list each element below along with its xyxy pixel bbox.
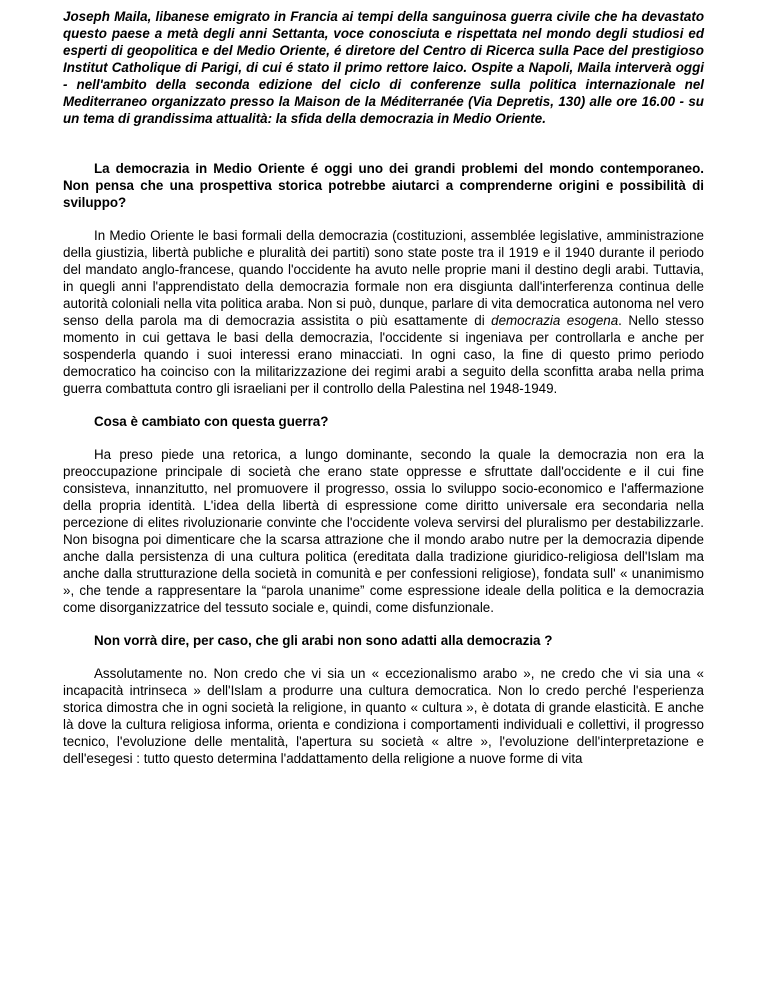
answer-2: Ha preso piede una retorica, a lungo dominante, secondo la quale la democrazia non era la preoccupazione principale di società che erano state oppresse e sfruttate dall'occidente e il cui fine consisteva, innanzitutto, nel promuovere il progresso, ossia lo sviluppo socio-economico e l'affermazione della propria identità. L'idea della libertà di espressione come diritto universale era secondaria nella percezione di elites rivoluzionarie convinte che l'occidente voleva servirsi del pluralismo per destabilizzarle. Non bisogna poi dimenticare che la scarsa attrazione che il mondo arabo nutre per la democrazia dipende anche dalla persistenza di una cultura politica (ereditata dalla tradizione giuridico-religiosa dell'Islam ma anche dalla strutturazione della società in comunità e per confessioni religiose), fondata sull' « unanimismo », che tende a rappresentare la “parola unanime” come espressione ideale della politica e la democrazia come disorganizzatrice del tessuto sociale e, quindi, come disfunzionale. <box>63 447 704 615</box>
intro-paragraph: Joseph Maila, libanese emigrato in Francia ai tempi della sanguinosa guerra civile che ha devastato questo paese a metà degli anni Settanta, voce conosciuta e rispettata nel mondo degli studiosi ed esperti di geopolitica e del Medio Oriente, é diretore del Centro di Ricerca sulla Pace del prestigioso Institut Catholique di Parigi, di cui é stato il primo rettore laico. Ospite a Napoli, Maila interverà oggi - nell'ambito della seconda edizione del ciclo di conferenze sulla politica internazionale nel Mediterraneo organizzato presso la Maison de la Méditerranée (Via Depretis, 130) alle ore 16.00 - su un tema di grandissima attualità: la sfida della democrazia in Medio Oriente. <box>63 9 704 126</box>
question-2: Cosa è cambiato con questa guerra? <box>94 414 329 429</box>
answer-1 <box>63 227 704 397</box>
question-3: Non vorrà dire, per caso, che gli arabi non sono adatti alla democrazia ? <box>94 633 553 648</box>
question-1: La democrazia in Medio Oriente é oggi uno dei grandi problemi del mondo contemporaneo. Non pensa che una prospettiva storica potrebbe aiutarci a comprenderne origini e possibilità di sviluppo? <box>63 161 704 210</box>
answer-1-text-a: In Medio Oriente le basi formali della democrazia (costituzioni, assemblée legislative, amministrazione della giustizia, libertà publiche e pluralità dei partiti) sono state poste tra il 1919 e il 1940 durante il periodo del mandato anglo-francese, quando l'occidente ha avuto nelle proprie mani il destino degli arabi. Tuttavia, in quegli anni l'apprendistato della democrazia formale non era disgiunta dall'interferenza continua delle autorità coloniali nella vita politica araba. Non si può, dunque, parlare di vita democratica autonoma nel vero senso della parola ma di democrazia assistita o più esattamente di <box>63 228 704 328</box>
answer-1-text-b: . Nello stesso momento in cui gettava le basi della democrazia, l'occidente si ingeniava per controllarla e anche per sospenderla quando i suoi interessi erano minacciati. In ogni caso, la fine di questo primo periodo democratico ha coinciso con la militarizzazione dei regimi arabi a seguito della sconfitta araba nella prima guerra combattuta contro gli israeliani per il controllo della Palestina nel 1948-1949. <box>63 313 704 396</box>
document-page <box>63 8 704 767</box>
answer-1-emphasis: democrazia esogena <box>491 313 619 328</box>
answer-3: Assolutamente no. Non credo che vi sia un « eccezionalismo arabo », ne credo che vi sia una « incapacità intrinseca » dell'Islam a produrre una cultura democratica. Non lo credo perché l'esperienza storica dimostra che in ogni società la religione, in quanto « cultura », è dotata di grande elasticità. E anche là dove la cultura religiosa informa, orienta e condiziona i comportamenti individuali e collettivi, il progresso tecnico, l'evoluzione delle mentalità, l'apertura su società « altre », l'evoluzione dell'interpretazione e dell'esegesi : tutto questo determina l'addattamento della religione a nuove forme di vita <box>63 666 704 766</box>
